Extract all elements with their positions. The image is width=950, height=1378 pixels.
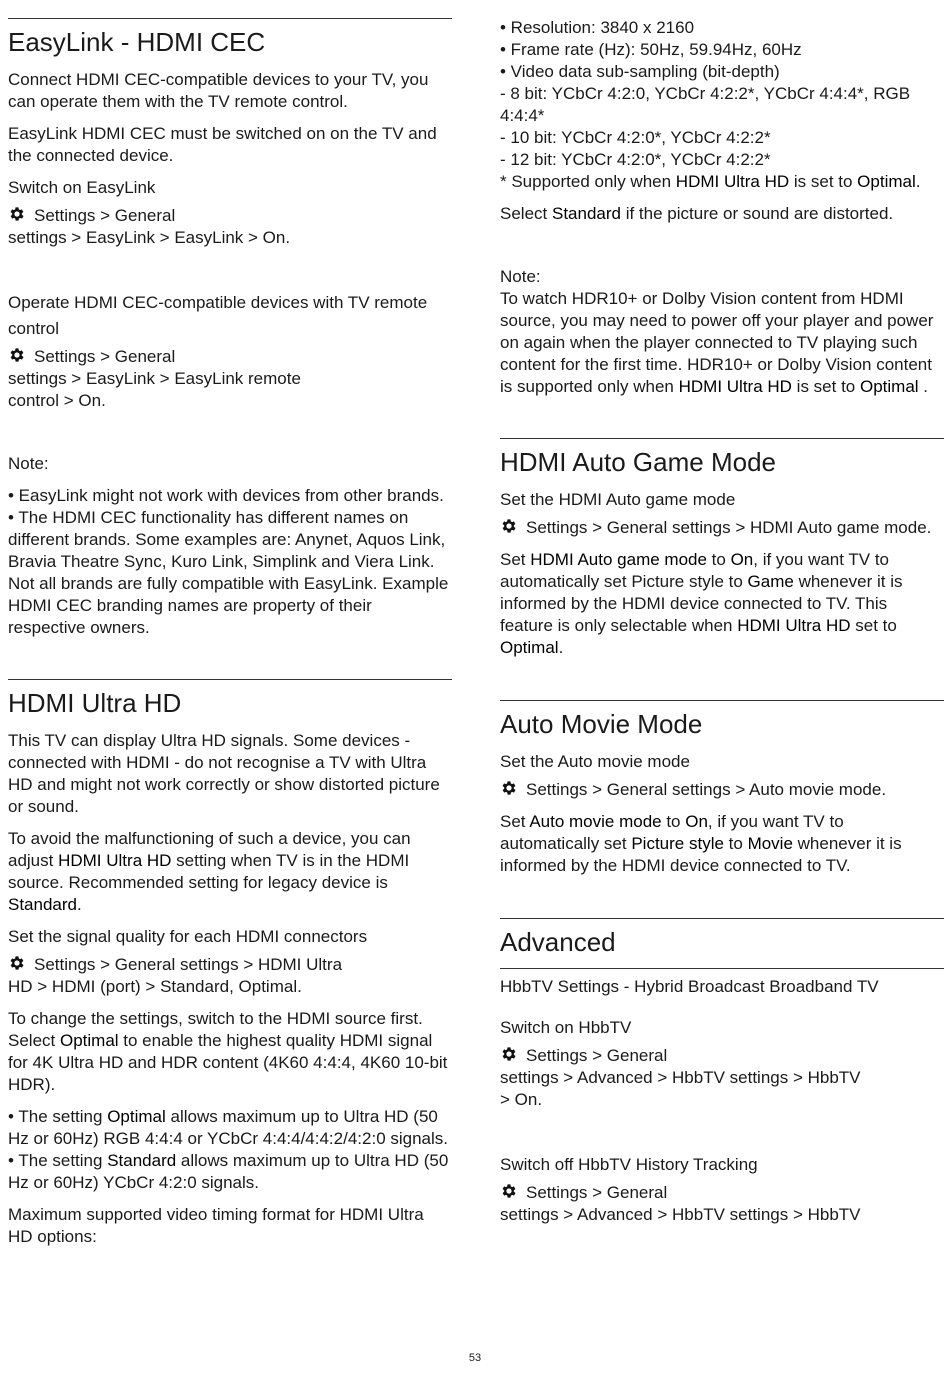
spec-subsampling: • Video data sub-sampling (bit-depth) [500,62,780,81]
gear-icon [8,346,26,364]
ultrahd-title: HDMI Ultra HD [8,688,182,718]
hbbtv-history-path: Settings > General settings > Advanced > HbbTV settings > HbbTV [500,1183,861,1224]
hbbtv-history-heading: Switch off HbbTV History Tracking [500,1155,758,1174]
easylink-operate-path: Settings > General settings > EasyLink > EasyLink remote control > On. [8,347,301,410]
spec-10bit: - 10 bit: YCbCr 4:2:0*, YCbCr 4:2:2* [500,128,771,147]
section-rule [500,438,944,439]
spec-frame-rate: • Frame rate (Hz): 50Hz, 59.94Hz, 60Hz [500,40,802,59]
gear-icon [8,205,26,223]
gear-icon [500,1182,518,1200]
gear-icon [8,954,26,972]
spec-8bit: - 8 bit: YCbCr 4:2:0, YCbCr 4:2:2*, YCbCr 4:4:4*, RGB 4:4:4* [500,84,911,125]
spec-footnote: * Supported only when HDMI Ultra HD is set to Optimal. [500,172,921,191]
easylink-note-1: • EasyLink might not work with devices from other brands. [8,486,444,505]
gear-icon [500,779,518,797]
ultrahd-change-settings: To change the settings, switch to the HDMI source first. Select Optimal to enable the highest quality HDMI signal for 4K Ultra HD and HDR content (4K60 4:4:4, 4K60 10-bit HDR). [8,1009,448,1094]
gear-icon [500,1045,518,1063]
automovie-title: Auto Movie Mode [500,709,703,739]
automovie-description: Set Auto movie mode to On, if you want TV to automatically set Picture style to Movie whenever it is informed by the HDMI device connected to TV. [500,812,902,875]
section-rule [500,918,944,919]
section-rule [8,18,452,19]
automovie-heading: Set the Auto movie mode [500,752,690,771]
autogame-heading: Set the HDMI Auto game mode [500,490,736,509]
gear-icon [500,517,518,535]
section-rule [500,700,944,701]
autogame-title: HDMI Auto Game Mode [500,447,776,477]
hdr-note-text: To watch HDR10+ or Dolby Vision content from HDMI source, you may need to power off your player and power on again when the player connected to TV playing such content for the first time. HDR10+ or Dolby Vision content is supported only when HDMI Ultra HD is set to Optimal . [500,289,934,396]
page-number: 53 [468,1352,482,1364]
spec-12bit: - 12 bit: YCbCr 4:2:0*, YCbCr 4:2:2* [500,150,771,169]
spec-select-standard: Select Standard if the picture or sound are distorted. [500,204,894,223]
autogame-path: Settings > General settings > HDMI Auto game mode. [500,517,944,539]
section-rule [500,968,944,969]
easylink-intro: Connect HDMI CEC-compatible devices to your TV, you can operate them with the TV remote control. [8,70,429,111]
section-rule [8,679,452,680]
easylink-operate-heading: Operate HDMI CEC-compatible devices with TV remote control [8,293,428,338]
ultrahd-avoid: To avoid the malfunctioning of such a device, you can adjust HDMI Ultra HD setting when TV is in the HDMI source. Recommended setting for legacy device is Standard. [8,829,411,914]
spec-resolution: • Resolution: 3840 x 2160 [500,18,695,37]
advanced-title: Advanced [500,927,616,957]
hbbtv-switch-on-heading: Switch on HbbTV [500,1018,632,1037]
ultrahd-signal-heading: Set the signal quality for each HDMI connectors [8,927,368,946]
autogame-description: Set HDMI Auto game mode to On, if you want TV to automatically set Picture style to Game whenever it is informed by the HDMI device connected to TV. This feature is only selectable when HDMI Ultra HD set to Optimal. [500,550,903,657]
easylink-switch-path: Settings > General settings > EasyLink > EasyLink > On. [8,206,291,247]
easylink-note-label: Note: [8,454,49,473]
ultrahd-standard-bullet: • The setting Standard allows maximum up to Ultra HD (50 Hz or 60Hz) YCbCr 4:2:0 signals. [8,1151,449,1192]
hdr-note-label: Note: [500,267,541,286]
easylink-switch-heading: Switch on EasyLink [8,178,156,197]
right-column [500,0,944,1226]
easylink-title: EasyLink - HDMI CEC [8,27,266,57]
ultrahd-max-timing: Maximum supported video timing format for HDMI Ultra HD options: [8,1205,424,1246]
hbbtv-switch-on-path: Settings > General settings > Advanced > HbbTV settings > HbbTV > On. [500,1046,861,1109]
ultrahd-optimal-bullet: • The setting Optimal allows maximum up to Ultra HD (50 Hz or 60Hz) RGB 4:4:4 or YCbCr 4:4:4/4:4:2/4:2:0 signals. [8,1107,449,1148]
left-column [8,0,452,1248]
automovie-path: Settings > General settings > Auto movie mode. [500,779,944,801]
easylink-requirement: EasyLink HDMI CEC must be switched on on the TV and the connected device. [8,124,437,165]
ultrahd-signal-path: Settings > General settings > HDMI Ultra HD > HDMI (port) > Standard, Optimal. [8,955,343,996]
easylink-note-2: • The HDMI CEC functionality has different names on different brands. Some examples are: Anynet, Aquos Link, Bravia Theatre Sync, Kuro Link, Simplink and Viera Link. Not all brands are fully compatible with EasyLink. Example HDMI CEC branding names are property of their respective owners. [8,508,449,637]
hbbtv-settings-heading: HbbTV Settings - Hybrid Broadcast Broadband TV [500,977,879,996]
ultrahd-intro: This TV can display Ultra HD signals. Some devices - connected with HDMI - do not recognise a TV with Ultra HD and might not work correctly or show distorted picture or sound. [8,731,440,816]
